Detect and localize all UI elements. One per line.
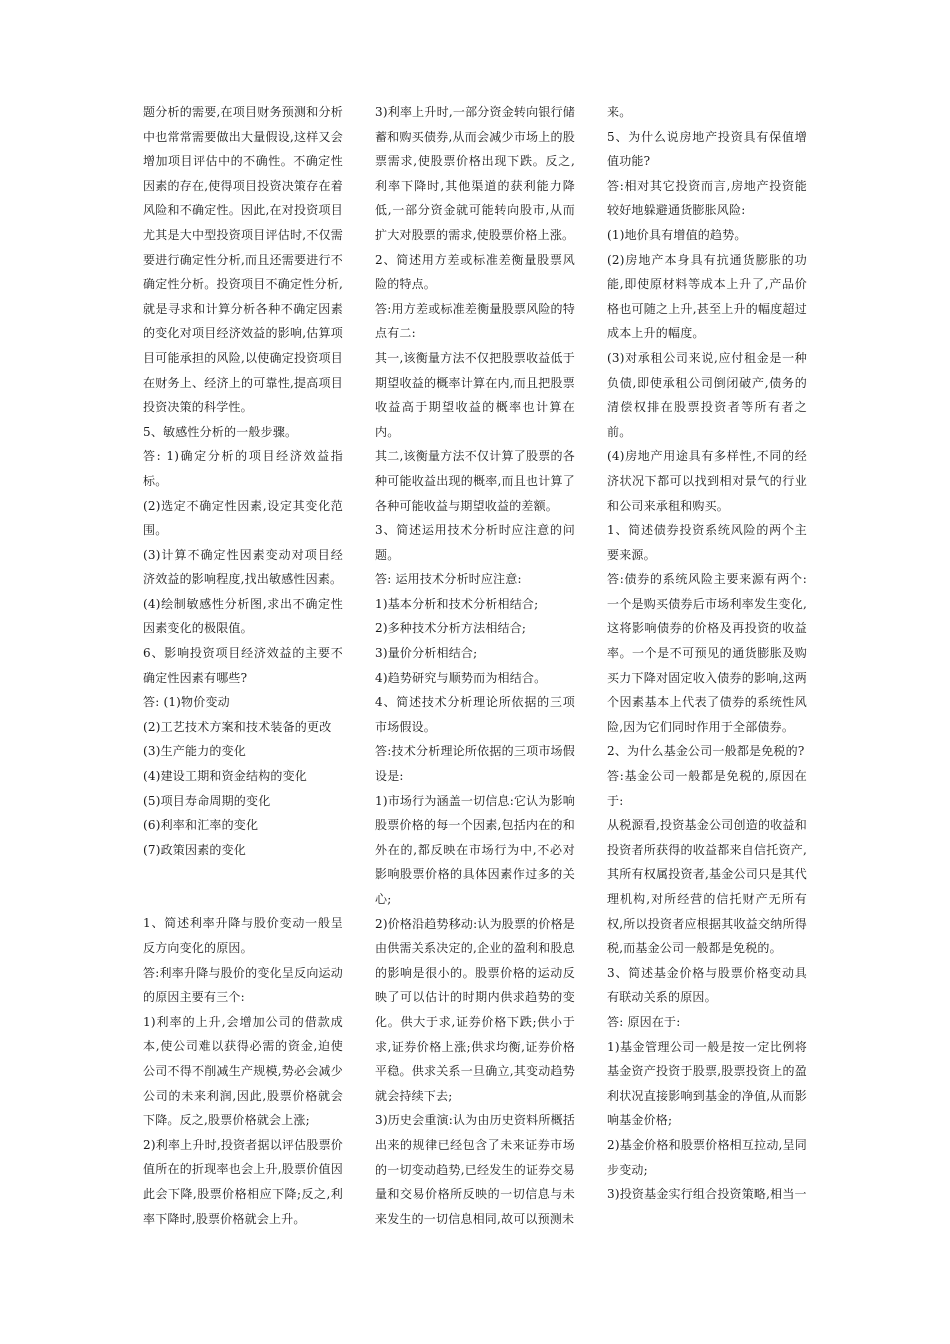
answer-paragraph: 答:用方差或标准差衡量股票风险的特点有二: bbox=[375, 301, 575, 341]
question-heading: 1、简述债券投资系统风险的两个主要来源。 bbox=[607, 523, 807, 562]
text-column-3 bbox=[607, 100, 807, 1207]
list-item: (2)工艺技术方案和技术装备的更改 bbox=[143, 719, 332, 734]
answer-paragraph: 答: 运用技术分析时应注意: bbox=[375, 572, 522, 587]
list-item: (3)生产能力的变化 bbox=[143, 744, 246, 759]
list-item: 2)价格沿趋势移动:认为股票的价格是由供需关系决定的,企业的盈利和股息的影响是很小的。股票价格的运动反映了可以估计的时期内供求趋势的变化。供大于求,证券价格下跌;供小于求,证券价格上涨;供求均衡,证券价格平稳。供求关系一旦确立,其变动趋势就会持续下去; bbox=[375, 916, 575, 1103]
list-item: (2)房地产本身具有抗通货膨胀的功能,即使原材料等成本上升了,产品价格也可随之上升,甚至上升的幅度超过成本上升的幅度。 bbox=[607, 252, 807, 341]
answer-paragraph: 答:技术分析理论所依据的三项市场假设是: bbox=[375, 744, 575, 784]
question-heading: 2、为什么基金公司一般都是免税的? bbox=[607, 744, 805, 759]
paragraph: 来。 bbox=[607, 105, 632, 119]
list-item: 3)投资基金实行组合投资策略,相当一 bbox=[607, 1187, 807, 1202]
question-heading: 4、简述技术分析理论所依据的三项市场假设。 bbox=[375, 695, 575, 734]
answer-paragraph: 答:债券的系统风险主要来源有两个:一个是购买债券后市场利率发生变化,这将影响债券的价格及再投资的收益率。一个是不可预见的通货膨胀及购买力下降对固定收入债券的影响,这两个因素基本上代表了债券的系统性风险,因为它们同时作用于全部债券。 bbox=[607, 572, 807, 734]
list-item: 4)趋势研究与顺势而为相结合。 bbox=[375, 670, 547, 685]
list-item: 2)基金价格和股票价格相互拉动,呈同步变动; bbox=[607, 1137, 807, 1177]
question-heading: 2、简述用方差或标准差衡量股票风险的特点。 bbox=[375, 252, 575, 292]
list-item: (4)绘制敏感性分析图,求出不确定性因素变化的极限值。 bbox=[143, 596, 343, 636]
list-item: 3)历史会重演:认为由历史资料所概括出来的规律已经包含了未来证券市场的一切变动趋势,已经发生的证券交易量和交易价格所反映的一切信息与未来发生的一切信息相同,故可以预测未 bbox=[375, 1113, 575, 1226]
list-item: 2)利率上升时,投资者据以评估股票价值所在的折现率也会上升,股票价值因此会下降,股票价格相应下降;反之,利率下降时,股票价格就会上升。 bbox=[143, 1137, 343, 1226]
section-gap bbox=[143, 862, 343, 911]
answer-paragraph: 答: 1)确定分析的项目经济效益指标。 bbox=[143, 449, 343, 488]
list-item: 3)量价分析相结合; bbox=[375, 646, 478, 661]
question-heading: 5、为什么说房地产投资具有保值增值功能? bbox=[607, 129, 807, 169]
answer-paragraph: 答:利率升降与股价的变化呈反向运动的原因主要有三个: bbox=[143, 965, 343, 1005]
text-column-2 bbox=[375, 100, 575, 1231]
answer-paragraph: 答: (1)物价变动 bbox=[143, 695, 230, 710]
question-heading: 1、简述利率升降与股价变动一般呈反方向变化的原因。 bbox=[143, 916, 343, 955]
paragraph: 从税源看,投资基金公司创造的收益和投资者所获得的收益都来自信托资产,其所有权属投资者,基金公司只是其代理机构,对所经营的信托财产无所有权,所以投资者应根据其收益交纳所得税,而基金公司一般都是免税的。 bbox=[607, 818, 807, 956]
text-column-1 bbox=[143, 100, 343, 1231]
paragraph: 题分析的需要,在项目财务预测和分析中也常常需要做出大量假设,这样又会增加项目评估中的不确性。不确定性因素的存在,使得项目投资决策存在着风险和不确定性。因此,在对投资项目尤其是大中型投资项目评估时,不仅需要进行确定性分析,而且还需要进行不确定性分析。投资项目不确定性分析,就是寻求和计算分析各种不确定因素的变化对项目经济效益的影响,估算项目可能承担的风险,以使确定投资项目在财务上、经济上的可靠性,提高项目投资决策的科学性。 bbox=[143, 105, 343, 415]
list-item: (6)利率和汇率的变化 bbox=[143, 818, 259, 833]
list-item: 1)利率的上升,会增加公司的借款成本,使公司难以获得必需的资金,迫使公司不得不削减生产规模,势必会减少公司的未来利润,因此,股票价格就会下降。反之,股票价格就会上涨; bbox=[143, 1014, 343, 1128]
list-item: (5)项目寿命周期的变化 bbox=[143, 793, 271, 808]
answer-paragraph: 答: 原因在于: bbox=[607, 1014, 681, 1029]
list-item: (1)地价具有增值的趋势。 bbox=[607, 227, 747, 242]
list-item: (7)政策因素的变化 bbox=[143, 842, 246, 857]
question-heading: 6、影响投资项目经济效益的主要不确定性因素有哪些? bbox=[143, 646, 343, 685]
question-heading: 3、简述基金价格与股票价格变动具有联动关系的原因。 bbox=[607, 965, 807, 1005]
question-heading: 3、简述运用技术分析时应注意的问题。 bbox=[375, 523, 575, 562]
list-item: (4)房地产用途具有多样性,不同的经济状况下都可以找到相对景气的行业和公司来承租和购买。 bbox=[607, 449, 807, 513]
list-item: 1)基本分析和技术分析相结合; bbox=[375, 596, 539, 611]
answer-paragraph: 答:基金公司一般都是免税的,原因在于: bbox=[607, 769, 807, 808]
list-item: 1)基金管理公司一般是按一定比例将基金资产投资于股票,股票投资上的盈利状况直接影响到基金的净值,从而影响基金价格; bbox=[607, 1039, 807, 1128]
list-item: 1)市场行为涵盖一切信息:它认为影响股票价格的每一个因素,包括内在的和外在的,都反映在市场行为中,不必对影响股票价格的具体因素作过多的关心; bbox=[375, 793, 575, 906]
answer-paragraph: 答:相对其它投资而言,房地产投资能较好地躲避通货膨胀风险: bbox=[607, 178, 807, 218]
paragraph: 其二,该衡量方法不仅计算了股票的各种可能收益出现的概率,而且也计算了各种可能收益与期望收益的差额。 bbox=[375, 449, 575, 513]
list-item: 2)多种技术分析方法相结合; bbox=[375, 621, 527, 636]
list-item: (3)对承租公司来说,应付租金是一种负债,即使承租公司倒闭破产,债务的清偿权排在股票投资者等所有者之前。 bbox=[607, 350, 807, 439]
list-item: 3)利率上升时,一部分资金转向银行储蓄和购买债券,从而会减少市场上的股票需求,使股票价格出现下跌。反之,利率下降时,其他渠道的获利能力降低,一部分资金就可能转向股市,从而扩大对股票的需求,使股票价格上涨。 bbox=[375, 105, 575, 242]
list-item: (4)建设工期和资金结构的变化 bbox=[143, 769, 307, 784]
paragraph: 其一,该衡量方法不仅把股票收益低于期望收益的概率计算在内,而且把股票收益高于期望收益的概率也计算在内。 bbox=[375, 350, 575, 439]
list-item: (3)计算不确定性因素变动对项目经济效益的影响程度,找出敏感性因素。 bbox=[143, 547, 343, 587]
question-heading: 5、敏感性分析的一般步骤。 bbox=[143, 424, 298, 439]
list-item: (2)选定不确定性因素,设定其变化范围。 bbox=[143, 498, 343, 538]
